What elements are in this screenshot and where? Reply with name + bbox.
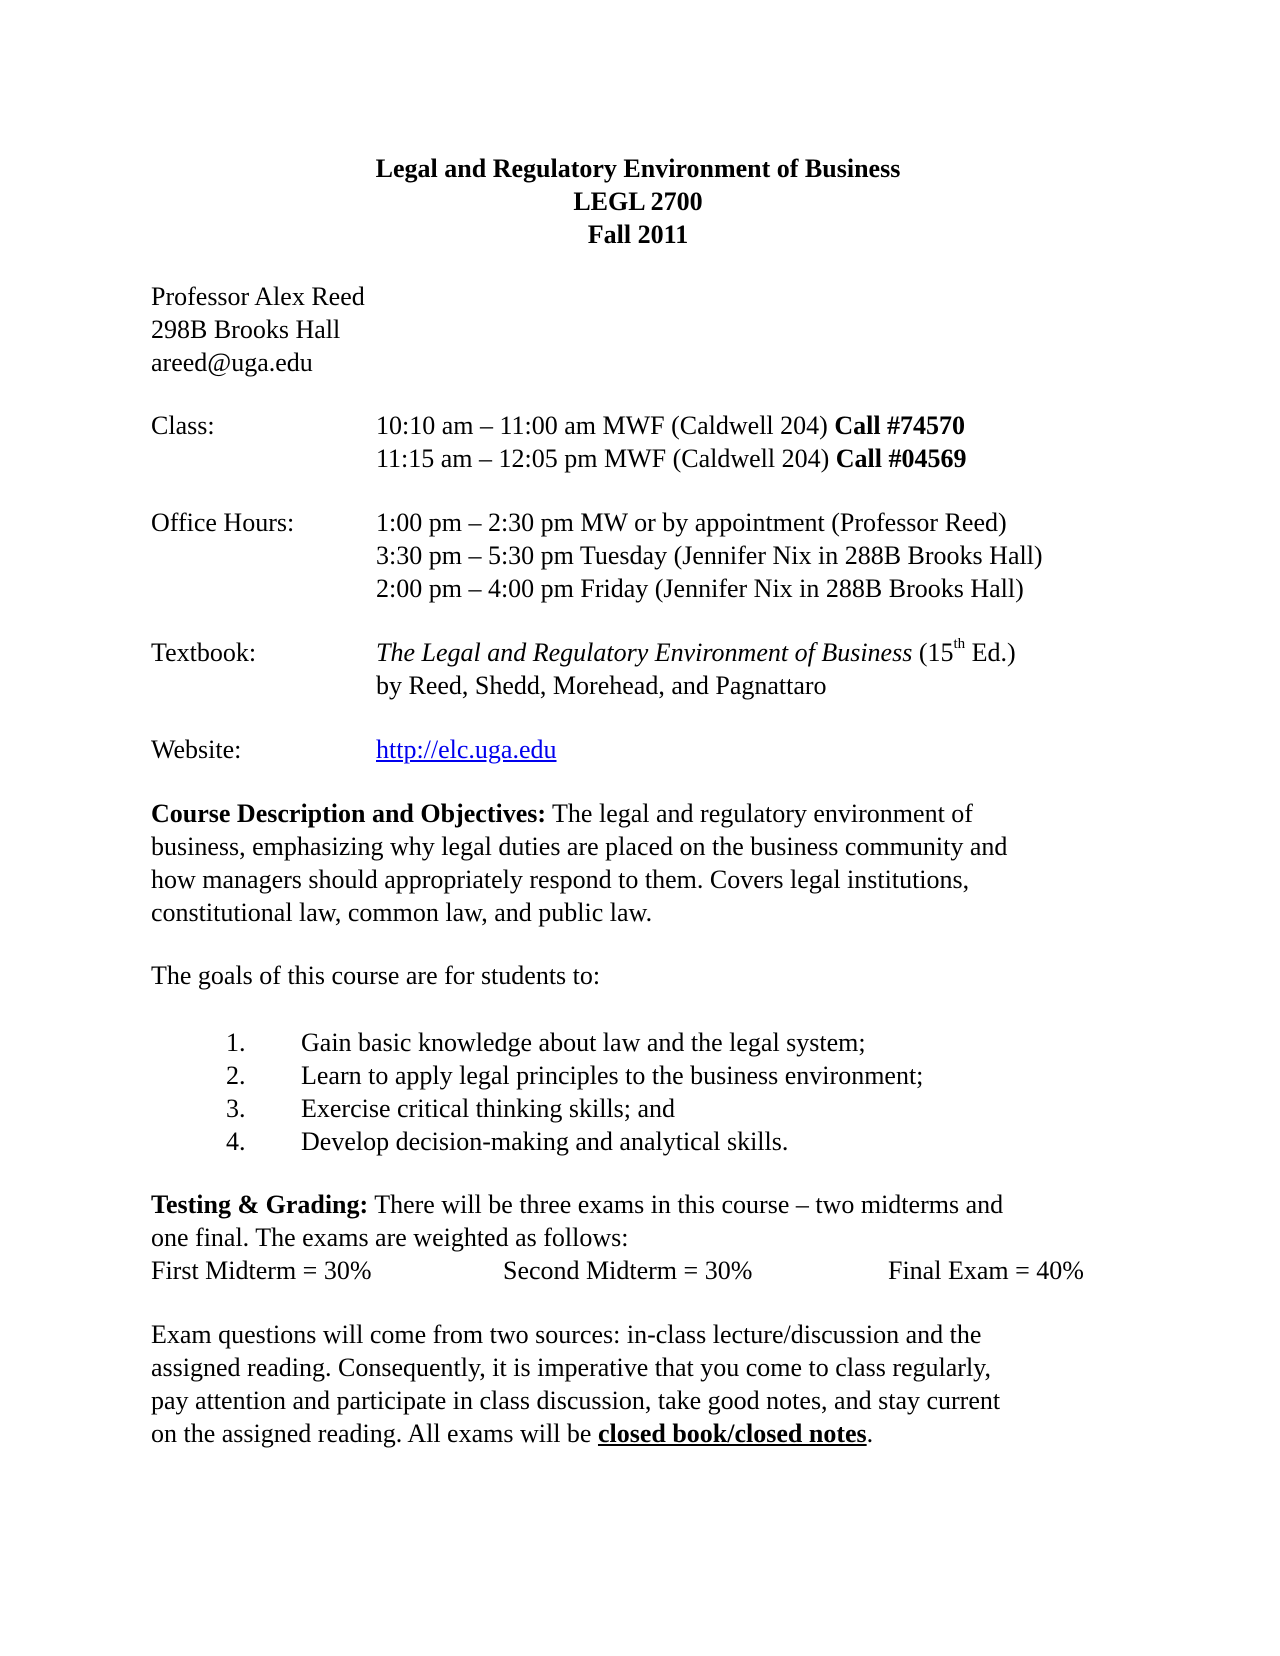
weight-final-exam: Final Exam = 40% [888,1256,1084,1285]
office-hours-line: 2:00 pm – 4:00 pm Friday (Jennifer Nix in 288B Brooks Hall) [376,574,1024,603]
list-item [226,1125,1151,1158]
closed-book-notice: closed book/closed notes [597,1419,867,1448]
goals-list [151,1026,1151,1158]
textbook-edition-pre: (15 [912,638,954,667]
course-description [151,797,1151,929]
list-item [226,1092,1151,1125]
weight-first-midterm: First Midterm = 30% [151,1256,372,1285]
grade-weights [151,1254,1151,1287]
exam-sources [151,1318,1151,1450]
goal-text: Learn to apply legal principles to the business environment; [301,1061,924,1090]
office-hours-label: Office Hours: [151,508,295,537]
class-section-1-call: Call #74570 [834,411,966,440]
class-times [151,409,1151,475]
goal-text: Gain basic knowledge about law and the legal system; [301,1028,866,1057]
exams-line-4 [151,1417,1151,1450]
description-line-4: constitutional law, common law, and public law. [151,898,653,927]
exams-line-1: Exam questions will come from two sources: in-class lecture/discussion and the [151,1320,982,1349]
description-line-1: The legal and regulatory environment of [546,799,973,828]
textbook-title-line [376,636,1151,669]
textbook-edition-sup: th [953,636,966,653]
testing-line-2: one final. The exams are weighted as follows: [151,1223,629,1252]
textbook-authors: by Reed, Shedd, Morehead, and Pagnattaro [376,671,827,700]
course-title: Legal and Regulatory Environment of Business [375,154,901,183]
description-heading: Course Description and Objectives: [151,799,547,828]
goals-intro: The goals of this course are for students to: [151,961,601,990]
goal-number: 1. [226,1028,246,1057]
textbook-label: Textbook: [151,638,257,667]
syllabus-page [151,152,1151,1450]
exams-line-4-end: . [866,1419,874,1448]
testing-heading: Testing & Grading: [151,1190,369,1219]
course-code: LEGL 2700 [573,187,703,216]
course-term: Fall 2011 [587,220,689,249]
goal-number: 4. [226,1127,246,1156]
office-hours-line: 1:00 pm – 2:30 pm MW or by appointment (Professor Reed) [376,508,1007,537]
class-section-1-time: 10:10 am – 11:00 am MWF (Caldwell 204) [376,411,835,440]
instructor-email: areed@uga.edu [151,348,313,377]
class-section-2 [376,442,1151,475]
website-link[interactable]: http://elc.uga.edu [376,735,557,764]
exams-line-2: assigned reading. Consequently, it is imperative that you come to class regularly, [151,1353,991,1382]
instructor-info [151,280,1151,379]
goal-number: 3. [226,1094,246,1123]
textbook-title: The Legal and Regulatory Environment of Business [376,638,913,667]
testing-line-1: There will be three exams in this course – two midterms and [368,1190,1004,1219]
office-hours [151,506,1151,605]
instructor-name: Professor Alex Reed [151,282,365,311]
class-label: Class: [151,411,215,440]
website [151,733,1151,766]
weight-second-midterm: Second Midterm = 30% [503,1256,753,1285]
class-section-1 [376,409,1151,442]
description-line-3: how managers should appropriately respond to them. Covers legal institutions, [151,865,970,894]
instructor-office: 298B Brooks Hall [151,315,341,344]
exams-line-3: pay attention and participate in class discussion, take good notes, and stay current [151,1386,1001,1415]
office-hours-line: 3:30 pm – 5:30 pm Tuesday (Jennifer Nix in 288B Brooks Hall) [376,541,1043,570]
class-section-2-call: Call #04569 [835,444,967,473]
testing-grading [151,1188,1151,1287]
goal-text: Exercise critical thinking skills; and [301,1094,676,1123]
description-line-2: business, emphasizing why legal duties are placed on the business community and [151,832,1008,861]
class-section-2-time: 11:15 am – 12:05 pm MWF (Caldwell 204) [376,444,836,473]
textbook-edition-post: Ed.) [965,638,1016,667]
list-item [226,1059,1151,1092]
exams-line-4-text: on the assigned reading. All exams will be [151,1419,598,1448]
website-label: Website: [151,735,242,764]
document-header [151,152,1125,251]
goal-text: Develop decision-making and analytical skills. [301,1127,789,1156]
textbook [151,636,1151,702]
list-item [226,1026,1151,1059]
goal-number: 2. [226,1061,246,1090]
